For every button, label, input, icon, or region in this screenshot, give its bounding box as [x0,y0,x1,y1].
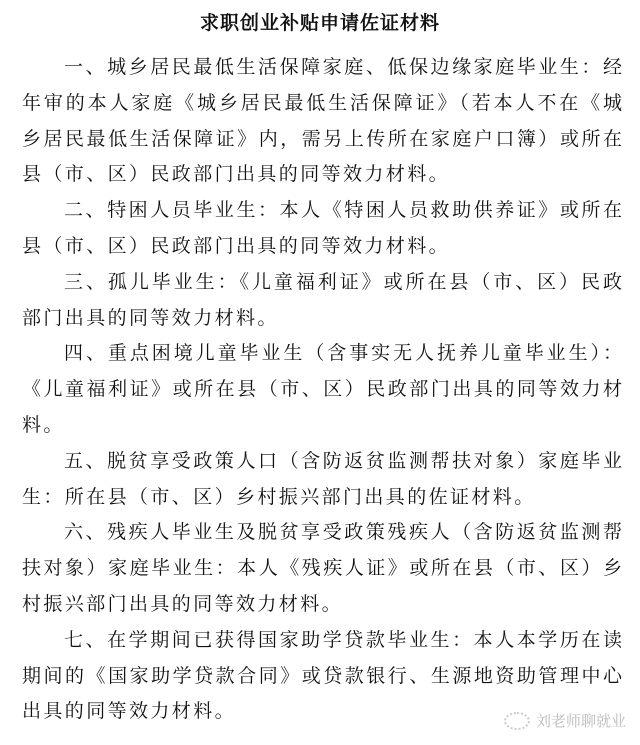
paragraph-line: 村振兴部门出具的同等效力材料。 [22,592,344,615]
paragraph-line: 乡居民最低生活保障证》内，需另上传所在家庭户口簿）或所在 [22,127,622,150]
paragraph-line: 部门出具的同等效力材料。 [22,306,279,329]
paragraph-line: 出具的同等效力材料。 [22,700,237,723]
paragraph-line: 《儿童福利证》或所在县（市、区）民政部门出具的同等效力材 [22,378,622,401]
paragraph-line: 县（市、区）民政部门出具的同等效力材料。 [22,163,451,186]
paragraph-line: 二、特困人员毕业生：本人《特困人员救助供养证》或所在 [64,199,622,222]
paragraph-line: 扶对象）家庭毕业生：本人《残疾人证》或所在县（市、区）乡 [22,557,622,580]
paragraph-line: 五、脱贫享受政策人口（含防返贫监测帮扶对象）家庭毕业 [64,449,622,472]
paragraph-line: 县（市、区）民政部门出具的同等效力材料。 [22,234,451,257]
watermark-text: 刘老师聊就业 [535,712,626,730]
paragraph-line: 六、残疾人毕业生及脱贫享受政策残疾人（含防返贫监测帮 [64,521,622,544]
paragraph-line: 料。 [22,413,65,436]
document-body [22,50,622,730]
watermark [504,710,626,731]
paragraph [22,50,622,193]
paragraph [22,193,622,265]
paragraph-line: 七、在学期间已获得国家助学贷款毕业生：本人本学历在读 [64,628,622,651]
paragraph-line: 年审的本人家庭《城乡居民最低生活保障证》（若本人不在《城 [22,91,622,114]
document-title: 求职创业补贴申请佐证材料 [199,12,440,34]
paragraph [22,515,622,622]
paragraph-line: 一、城乡居民最低生活保障家庭、低保边缘家庭毕业生：经 [64,56,622,78]
wechat-icon [504,712,530,730]
paragraph [22,336,622,443]
paragraph-line: 三、孤儿毕业生：《儿童福利证》或所在县（市、区）民政 [64,270,622,293]
paragraph-line: 四、重点困境儿童毕业生（含事实无人抚养儿童毕业生）： [64,342,622,365]
paragraph-line: 期间的《国家助学贷款合同》或贷款银行、生源地资助管理中心 [22,664,622,687]
paragraph [22,444,622,516]
paragraph [22,265,622,337]
paragraph-line: 生：所在县（市、区）乡村振兴部门出具的佐证材料。 [22,485,536,508]
